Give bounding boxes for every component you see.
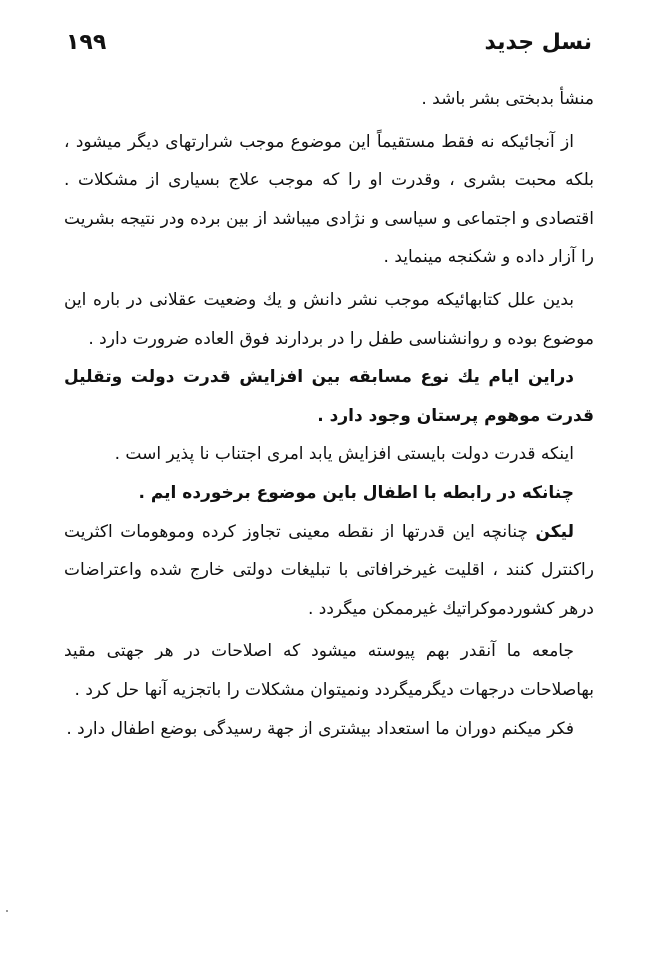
paragraph-7-lead: لیکن: [535, 521, 574, 542]
paragraph-9: فکر میکنم دوران ما استعداد بیشتری از جهة رسیدگی بوضع اطفال دارد .: [66, 718, 574, 739]
paragraph-2: از آنجائیکه نه فقط مستقیماً این موضوع موجب شرارتهای دیگر میشود ، بلکه محبت بشری ، وقدرت او را که موجب علاج بسیاری از مشکلات . اقتصادی و اجتماعی و سیاسی و نژادی میباشد از بین برده ودر نتیجه بشریت را آزار داده و شکنجه مینماید .: [64, 131, 594, 268]
page-header: [58, 30, 592, 64]
paragraph-7: [64, 513, 594, 629]
paragraph-4: دراین ایام یك نوع مسابقه بین افزایش قدرت دولت وتقلیل قدرت موهوم پرستان وجود دارد .: [64, 367, 594, 426]
paragraph-3: بدین علل کتابهائیکه موجب نشر دانش و یك وضعیت عقلانی در باره این موضوع بوده و روانشناسی طفل را در بردارند فوق العاده ضرورت دارد .: [64, 289, 594, 349]
margin-speck: [6, 910, 8, 912]
paragraph-8: جامعه ما آنقدر بهم پیوسته میشود که اصلاحات در هر جهتی مقید بهاصلاحات درجهات دیگرمیگردد ونمیتوان مشکلات را باتجزیه آنها حل کرد .: [64, 641, 594, 700]
page-number: ۱۹۹: [66, 30, 107, 55]
body-text: [64, 80, 594, 748]
running-title: نسل جدید: [484, 30, 592, 55]
paragraph-7-text: چنانچه این قدرتها از نقطه معینی تجاوز کرده وموهومات اکثریت راکنترل کنند ، اقلیت غیرخرافاتی با تبلیغات دولتی خارج شده واعتراضات درهر کشوردموکراتیك غیرممکن میگردد .: [64, 521, 594, 619]
paragraph-5: اینکه قدرت دولت بایستی افزایش یابد امری اجتناب نا پذیر است .: [114, 444, 574, 465]
paragraph-1: منشأ بدبختی بشر باشد .: [421, 89, 594, 109]
paragraph-6: چنانکه در رابطه با اطفال باین موضوع برخورده ایم .: [138, 482, 574, 503]
